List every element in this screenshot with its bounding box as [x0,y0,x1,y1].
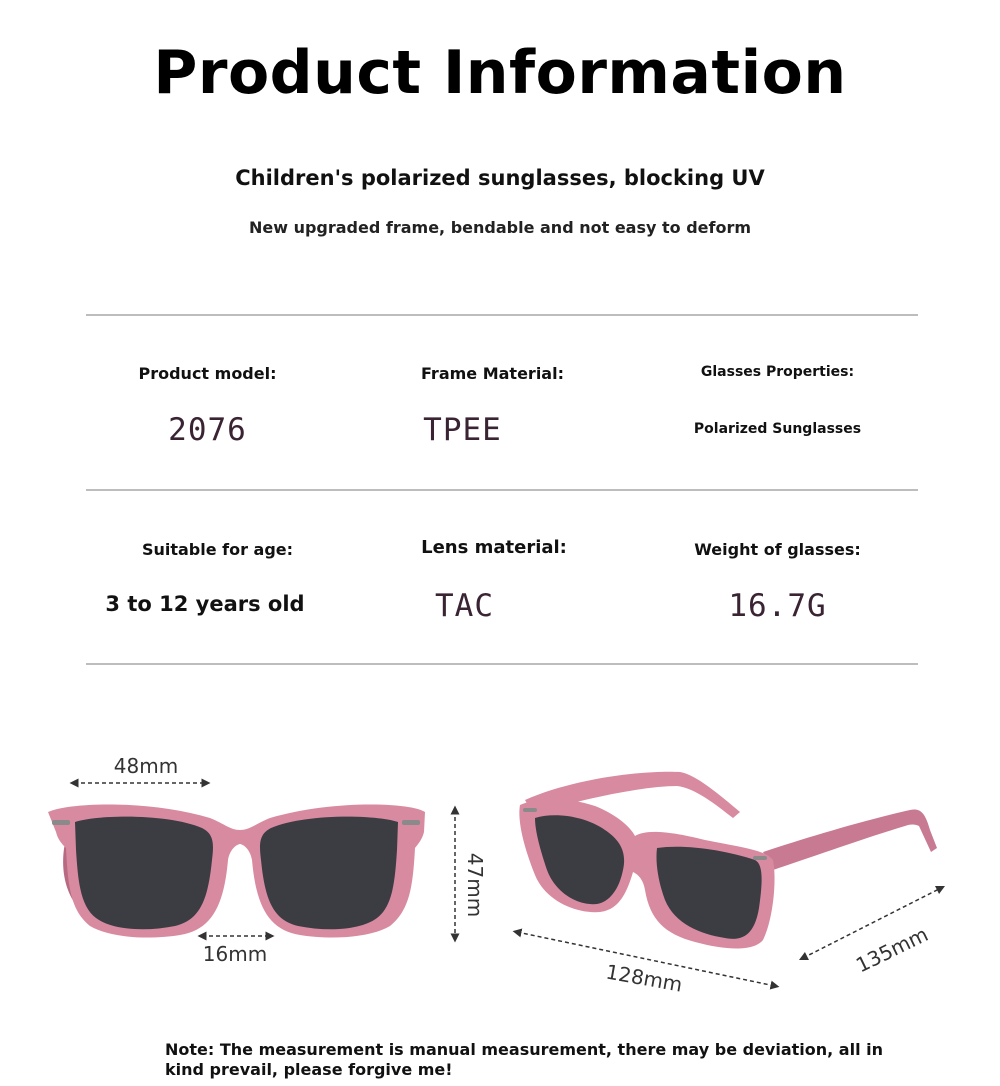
spec-value-properties: Polarized Sunglasses [693,421,862,437]
measurement-note: Note: The measurement is manual measurement, there may be deviation, all in kind prevail, please forgive me! [165,1040,883,1079]
spec-label-properties: Glasses Properties: [700,364,855,380]
rivet-right-icon [402,820,420,825]
spec-label-lens-material: Lens material: [421,537,567,558]
dim-bridge: 16mm [202,942,268,966]
rivet-side-left-icon [523,808,537,812]
temple-front [763,810,937,870]
rivet-side-right-icon [753,856,767,860]
divider-bottom [86,663,918,665]
dim-frame-width: 128mm [604,959,685,997]
lens-left [75,817,213,930]
sunglasses-side-view [505,760,955,1005]
spec-value-weight: 16.7G [728,588,827,624]
dim-temple-length: 135mm [852,922,932,978]
spec-value-age: 3 to 12 years old [105,592,305,616]
spec-value-model: 2076 [168,412,247,448]
lens-right [260,817,398,930]
page-title: Product Information [153,38,847,108]
spec-label-frame-material: Frame Material: [421,364,564,383]
dim-lens-height: 47mm [463,852,487,918]
divider-top [86,314,918,316]
spec-label-age: Suitable for age: [141,540,294,559]
dim-lens-width: 48mm [113,754,179,778]
product-subtitle: Children's polarized sunglasses, blocking UV [235,166,765,190]
sunglasses-front-view [30,740,450,980]
spec-label-weight: Weight of glasses: [694,540,861,559]
spec-value-lens-material: TAC [435,588,494,624]
divider-middle [86,489,918,491]
spec-label-model: Product model: [138,364,277,383]
height-dimension [440,800,500,950]
rivet-left-icon [52,820,70,825]
spec-value-frame-material: TPEE [423,412,502,448]
product-subnote: New upgraded frame, bendable and not easy to deform [248,218,752,237]
